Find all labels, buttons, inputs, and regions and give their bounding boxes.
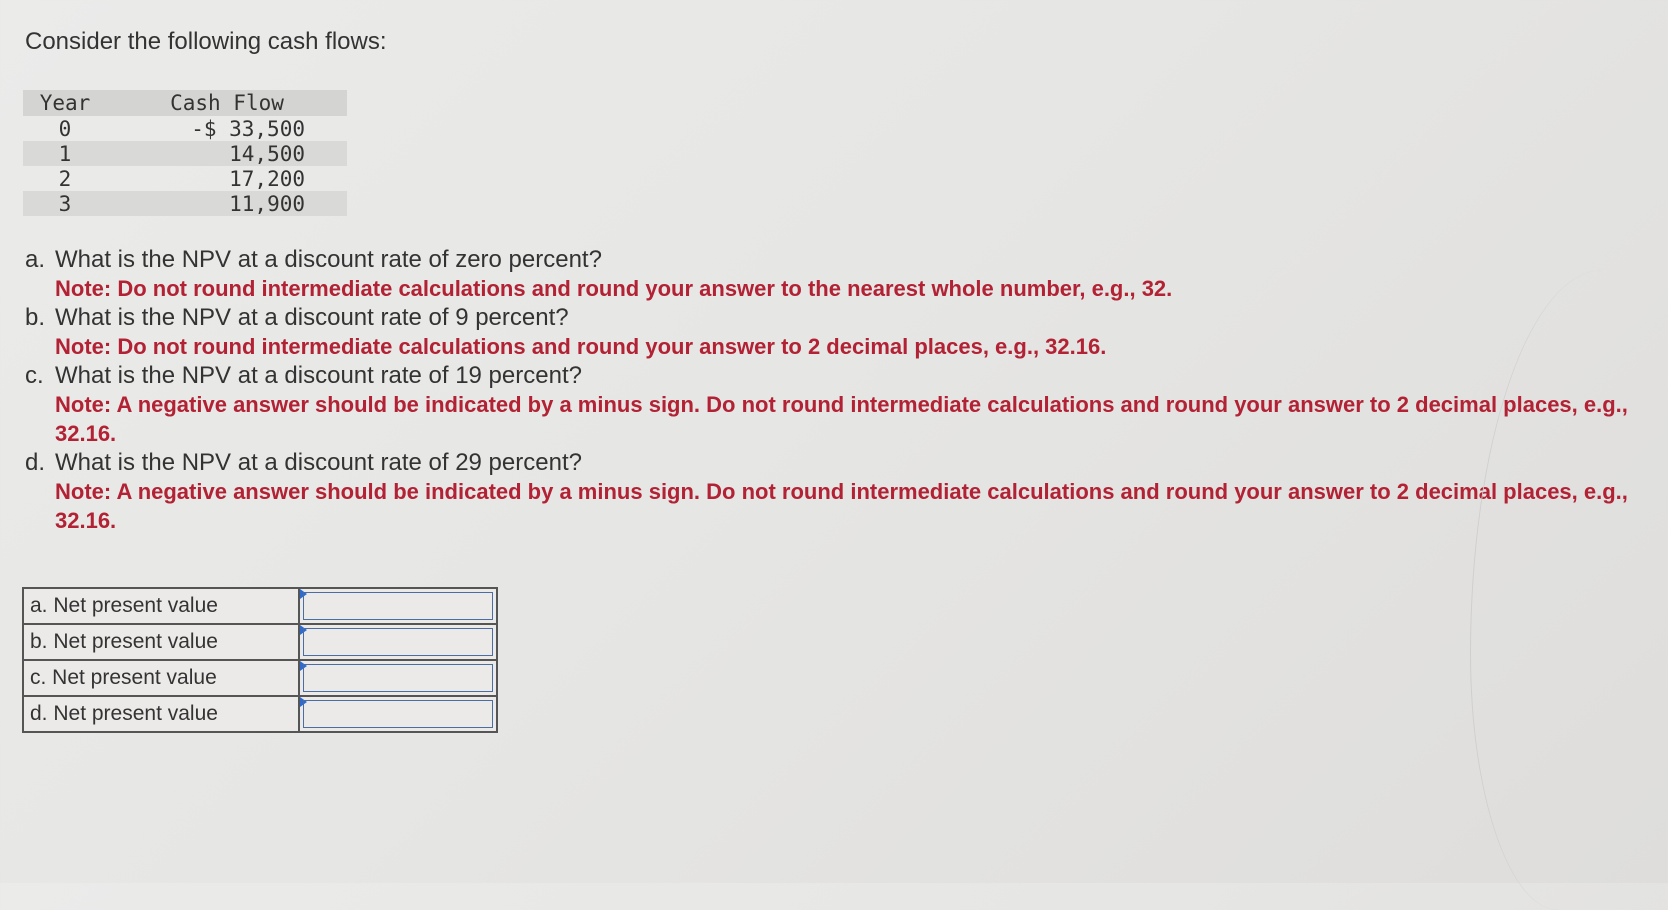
question-d bbox=[25, 448, 1645, 535]
answer-label: c. Net present value bbox=[23, 660, 299, 696]
cash-flow-table bbox=[23, 90, 347, 216]
answer-cell[interactable] bbox=[299, 588, 497, 624]
year-cell: 0 bbox=[58, 116, 72, 141]
cash-flow-header-row bbox=[23, 90, 347, 116]
npv-b-input[interactable] bbox=[303, 628, 493, 656]
year-cell: 1 bbox=[23, 141, 107, 166]
question-letter: b. bbox=[25, 304, 46, 331]
question-note: Note: A negative answer should be indicated by a minus sign. Do not round intermediate calculations and round your answer to 2 decimal places, e.g., 32.16. bbox=[55, 479, 1628, 533]
answer-row bbox=[23, 660, 497, 696]
cash-flow-cell: 17,200 bbox=[229, 166, 305, 191]
answer-row bbox=[23, 624, 497, 660]
answer-cell[interactable] bbox=[299, 624, 497, 660]
cash-flow-cell: -$ 33,500 bbox=[191, 116, 305, 141]
cash-flow-row bbox=[23, 116, 347, 141]
answer-row bbox=[23, 696, 497, 732]
question-c bbox=[25, 361, 1645, 448]
year-header: Year bbox=[23, 90, 107, 116]
question-note: Note: A negative answer should be indicated by a minus sign. Do not round intermediate calculations and round your answer to 2 decimal places, e.g., 32.16. bbox=[55, 392, 1628, 446]
cash-flow-row bbox=[23, 191, 347, 216]
questions-list bbox=[25, 245, 1645, 535]
question-text: What is the NPV at a discount rate of 19 percent? bbox=[55, 362, 582, 389]
cash-flow-row bbox=[23, 166, 347, 191]
answer-label: d. Net present value bbox=[23, 696, 299, 732]
npv-c-input[interactable] bbox=[303, 664, 493, 692]
answer-row bbox=[23, 588, 497, 624]
question-letter: d. bbox=[25, 449, 46, 476]
question-note: Note: Do not round intermediate calculations and round your answer to 2 decimal places, e.g., 32.16. bbox=[55, 334, 1107, 359]
question-text: What is the NPV at a discount rate of 9 percent? bbox=[55, 304, 569, 331]
answer-label: b. Net present value bbox=[23, 624, 299, 660]
answer-cell[interactable] bbox=[299, 696, 497, 732]
question-letter: a. bbox=[25, 246, 46, 273]
cash-flow-cell: 14,500 bbox=[107, 141, 347, 166]
answer-label: a. Net present value bbox=[23, 588, 299, 624]
question-note: Note: Do not round intermediate calculations and round your answer to the nearest whole number, e.g., 32. bbox=[55, 276, 1173, 301]
answer-table bbox=[22, 587, 498, 733]
cash-flow-header: Cash Flow bbox=[107, 90, 347, 116]
answer-cell[interactable] bbox=[299, 660, 497, 696]
year-cell: 2 bbox=[58, 166, 72, 191]
question-b bbox=[25, 303, 1645, 361]
question-letter: c. bbox=[25, 362, 44, 389]
question-text: What is the NPV at a discount rate of zero percent? bbox=[55, 246, 602, 273]
question-a bbox=[25, 245, 1645, 303]
cash-flow-row bbox=[23, 141, 347, 166]
intro-text: Consider the following cash flows: bbox=[25, 28, 387, 55]
year-cell: 3 bbox=[23, 191, 107, 216]
npv-d-input[interactable] bbox=[303, 700, 493, 728]
question-text: What is the NPV at a discount rate of 29 percent? bbox=[55, 449, 582, 476]
npv-a-input[interactable] bbox=[303, 592, 493, 620]
cash-flow-cell: 11,900 bbox=[107, 191, 347, 216]
